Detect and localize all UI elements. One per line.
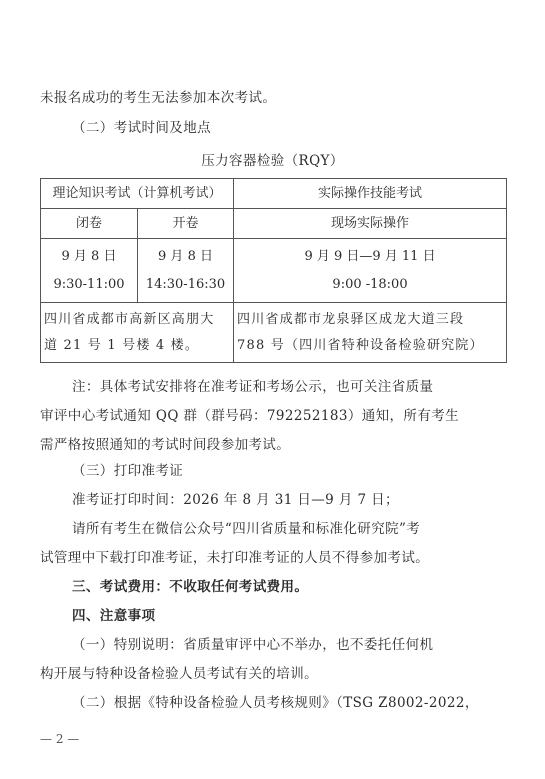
page-number: — 2 —: [40, 732, 80, 746]
note-line-1: 注：具体考试安排将在准考证和考场公示，也可关注省质量: [72, 379, 434, 395]
sub-closed-book: 闭卷: [41, 209, 138, 239]
table-title: 压力容器检验（RQY）: [201, 153, 344, 169]
table-row: [41, 303, 507, 363]
open-book-date: 9 月 8 日: [158, 248, 213, 264]
open-book-time: 14:30-16:30: [145, 276, 226, 292]
theory-location-line-2: 道 21 号 1 号楼 4 楼。: [44, 337, 200, 353]
open-book-time-cell: [138, 239, 234, 303]
closed-book-time: 9:30-11:00: [53, 276, 125, 292]
section-notes-heading: 四、注意事项: [72, 608, 156, 624]
closed-book-time-cell: [41, 239, 138, 303]
print-desc-line-1: 请所有考生在微信公众号“四川省质量和标准化研究院”考: [72, 521, 421, 537]
special-note-line-1: （一）特别说明：省质量审评中心不举办，也不委托任何机: [72, 637, 434, 653]
header-theory: 理论知识考试（计算机考试）: [41, 179, 234, 209]
note-line-3: 需严格按照通知的考试时间段参加考试。: [40, 437, 291, 453]
sub-open-book: 开卷: [138, 209, 234, 239]
table-row: [41, 239, 507, 303]
theory-location-cell: [41, 303, 234, 363]
sub-onsite: 现场实际操作: [234, 209, 507, 239]
table-row: [41, 179, 507, 209]
intro-line: 未报名成功的考生无法参加本次考试。: [40, 90, 277, 106]
table-row: [41, 209, 507, 239]
section-exam-fee: 三、考试费用：不收取任何考试费用。: [72, 579, 309, 595]
header-practical: 实际操作技能考试: [234, 179, 507, 209]
theory-location-line-1: 四川省成都市高新区高朋大: [44, 311, 215, 327]
practical-date: 9 月 9 日—9 月 11 日: [304, 248, 436, 264]
practical-location-cell: [234, 303, 507, 363]
print-time-line: 准考证打印时间：2026 年 8 月 31 日—9 月 7 日；: [72, 492, 399, 508]
practical-location-line-1: 四川省成都市龙泉驿区成龙大道三段: [237, 311, 465, 327]
note-line-2: 审评中心考试通知 QQ 群（群号码：792252183）通知，所有考生: [40, 408, 460, 424]
practical-time-cell: [234, 239, 507, 303]
exam-schedule-table: [40, 178, 507, 363]
closed-book-date: 9 月 8 日: [61, 248, 117, 264]
special-note-line-2: 构开展与特种设备检验人员考试有关的培训。: [40, 666, 318, 682]
section-print-ticket-heading: （三）打印准考证: [72, 463, 184, 479]
print-desc-line-2: 试管理中下载打印准考证，未打印准考证的人员不得参加考试。: [40, 550, 430, 566]
regulation-line: （二）根据《特种设备检验人员考核规则》（TSG Z8002-2022，: [72, 695, 479, 711]
practical-time: 9:00 -18:00: [332, 276, 408, 292]
section-time-place-heading: （二）考试时间及地点: [72, 120, 211, 136]
practical-location-line-2: 788 号（四川省特种设备检验研究院）: [237, 337, 484, 353]
